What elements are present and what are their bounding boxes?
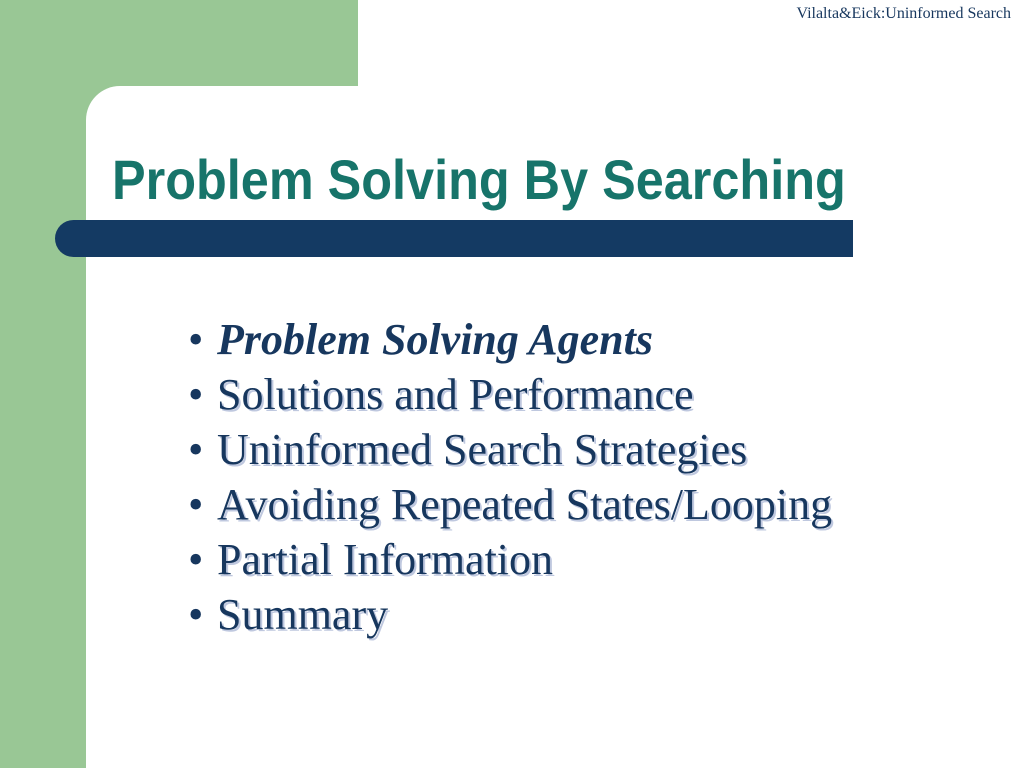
bullet-item-avoiding-repeated-states xyxy=(188,477,888,532)
bullet-text: Solutions and Performance xyxy=(217,370,694,419)
bullet-dot-icon: • xyxy=(188,370,204,419)
bullet-item-summary xyxy=(188,587,888,642)
bullet-item-solutions-and-performance xyxy=(188,367,888,422)
bullet-list xyxy=(188,312,888,642)
bullet-text: Uninformed Search Strategies xyxy=(217,425,748,474)
bullet-item-partial-information xyxy=(188,532,888,587)
bullet-text: Summary xyxy=(217,590,389,639)
bullet-dot-icon: • xyxy=(188,425,204,474)
title-divider-bar xyxy=(55,220,853,257)
bullet-dot-icon: • xyxy=(188,315,204,364)
slide-title: Problem Solving By Searching xyxy=(112,148,846,211)
bullet-dot-icon: • xyxy=(188,590,204,639)
bullet-text: Problem Solving Agents xyxy=(217,315,653,364)
bullet-text: Avoiding Repeated States/Looping xyxy=(217,480,833,529)
bullet-item-uninformed-search-strategies xyxy=(188,422,888,477)
bullet-dot-icon: • xyxy=(188,480,204,529)
bullet-dot-icon: • xyxy=(188,535,204,584)
slide-corner-label: Vilalta&Eick:Uninformed Search xyxy=(796,5,1011,22)
bullet-text: Partial Information xyxy=(217,535,554,584)
bullet-item-problem-solving-agents xyxy=(188,312,888,367)
